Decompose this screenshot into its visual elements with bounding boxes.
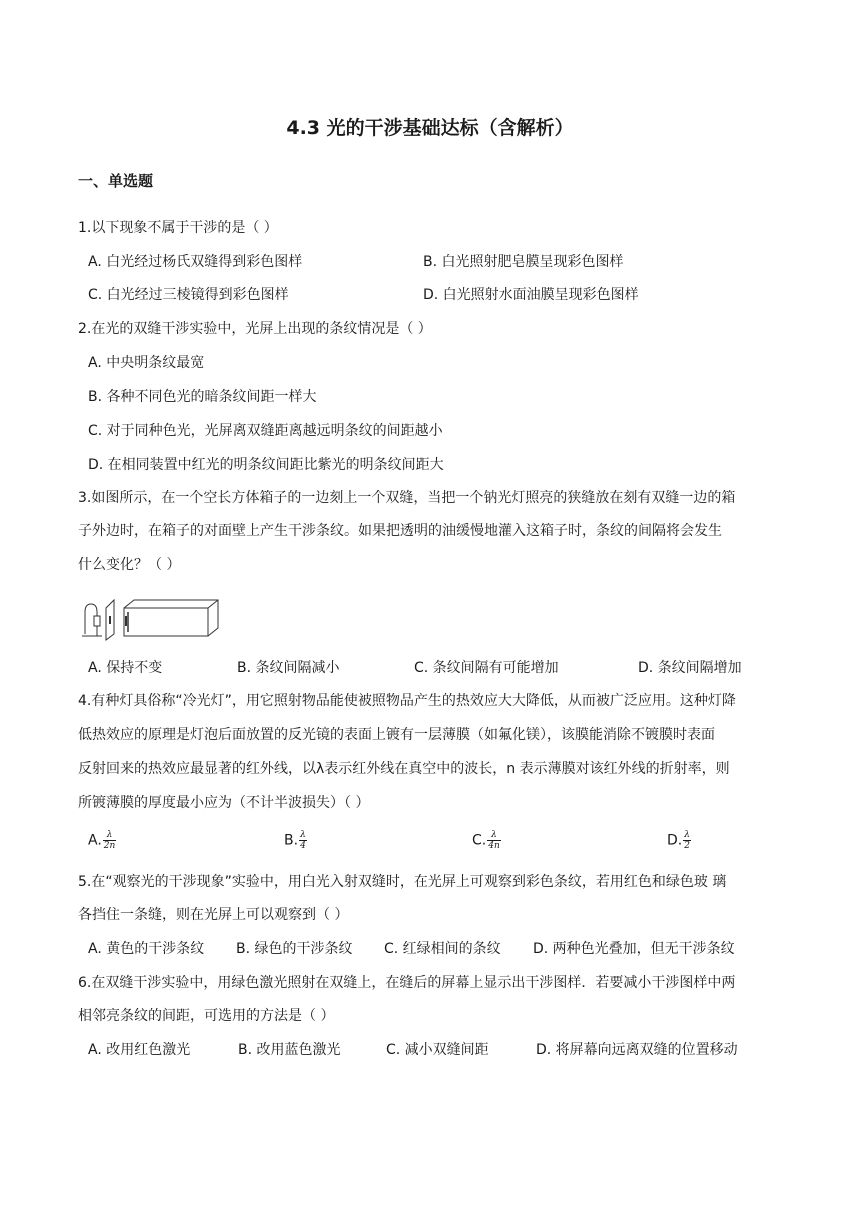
question-4-option-d [667,830,691,851]
box-icon [124,600,218,636]
option-label: D. [667,832,683,849]
question-1-stem: 1.以下现象不属于干涉的是（ ） [78,220,278,236]
question-6-stem-line-2: 相邻亮条纹的间距，可选用的方法是（ ） [78,1008,335,1024]
question-3-option-a: A. 保持不变 [88,660,163,676]
question-4-stem-line-3: 反射回来的热效应最显著的红外线，以λ表示红外线在真空中的波长，n 表示薄膜对该红外线的折射率，则 [78,761,730,777]
question-4-option-a [88,830,116,851]
question-6-option-b: B. 改用蓝色激光 [238,1042,341,1058]
question-1-option-c: C. 白光经过三棱镜得到彩色图样 [88,287,289,303]
double-slit-box-figure [80,596,220,642]
fraction [683,830,691,851]
document-title: 4.3 光的干涉基础达标（含解析） [286,117,574,139]
fraction-numerator: λ [300,830,306,840]
question-1-option-b: B. 白光照射肥皂膜呈现彩色图样 [423,254,624,270]
slit-plate-icon [106,600,114,640]
question-6-option-a: A. 改用红色激光 [88,1042,191,1058]
question-2-stem: 2.在光的双缝干涉实验中，光屏上出现的条纹情况是（ ） [78,321,432,337]
question-5-stem-line-2: 各挡住一条缝，则在光屏上可以观察到（ ） [78,907,349,923]
question-6-option-c: C. 减小双缝间距 [386,1042,489,1058]
question-4-stem-line-4: 所镀薄膜的厚度最小应为（不计半波损失）（ ） [78,795,370,811]
fraction [299,830,307,851]
question-4-option-b [284,830,307,851]
question-5-option-b: B. 绿色的干涉条纹 [236,941,353,957]
fraction-numerator: λ [487,830,501,841]
question-5-option-c: C. 红绿相间的条纹 [384,941,501,957]
question-3-option-d: D. 条纹间隔增加 [638,660,742,676]
question-3-stem-line-3: 什么变化？（ ） [78,557,181,573]
question-1-option-a: A. 白光经过杨氏双缝得到彩色图样 [88,254,303,270]
question-3-stem-line-1: 3.如图所示，在一个空长方体箱子的一边刻上一个双缝，当把一个钠光灯照亮的狭缝放在刻有双缝一边的箱 [78,490,736,506]
question-1-option-d: D. 白光照射水面油膜呈现彩色图样 [423,287,639,303]
question-3-option-c: C. 条纹间隔有可能增加 [414,660,559,676]
section-title: 一、单选题 [78,172,154,190]
fraction [103,830,117,851]
fraction-denominator: 2 [684,841,690,851]
question-5-option-d: D. 两种色光叠加，但无干涉条纹 [533,941,735,957]
question-2-option-d: D. 在相同装置中红光的明条纹间距比紫光的明条纹间距大 [88,457,444,473]
question-2-option-a: A. 中央明条纹最宽 [88,355,205,371]
fraction-numerator: λ [684,830,690,840]
question-4-stem-line-1: 4.有种灯具俗称“冷光灯”，用它照射物品能使被照物品产生的热效应大大降低，从而被广泛应用。这种灯降 [78,693,736,709]
question-5-option-a: A. 黄色的干涉条纹 [88,941,205,957]
sodium-lamp-icon [82,604,102,636]
fraction-denominator: 4 [300,841,306,851]
question-2-option-b: B. 各种不同色光的暗条纹间距一样大 [88,389,317,405]
question-6-option-d: D. 将屏幕向远离双缝的位置移动 [536,1042,738,1058]
question-4-stem-line-2: 低热效应的原理是灯泡后面放置的反光镜的表面上镀有一层薄膜（如氟化镁），该膜能消除不镀膜时表面 [78,727,715,743]
question-4-option-c [472,830,501,851]
question-3-option-b: B. 条纹间隔减小 [237,660,340,676]
option-label: A. [88,832,102,849]
question-6-stem-line-1: 6.在双缝干涉实验中，用绿色激光照射在双缝上，在缝后的屏幕上显示出干涉图样．若要减小干涉图样中两 [78,975,736,991]
fraction-denominator: 2n [103,841,116,851]
fraction-numerator: λ [103,830,117,841]
fraction-denominator: 4n [488,841,500,851]
fraction [487,830,501,851]
question-2-option-c: C. 对于同种色光，光屏离双缝距离越远明条纹的间距越小 [88,423,443,439]
option-label: B. [284,832,299,849]
question-5-stem-line-1: 5.在“观察光的干涉现象”实验中，用白光入射双缝时，在光屏上可观察到彩色条纹，若用红色和绿色玻 璃 [78,874,727,890]
question-3-stem-line-2: 子外边时，在箱子的对面壁上产生干涉条纹。如果把透明的油缓慢地灌入这箱子时，条纹的间隔将会发生 [78,523,722,539]
option-label: C. [472,832,487,849]
